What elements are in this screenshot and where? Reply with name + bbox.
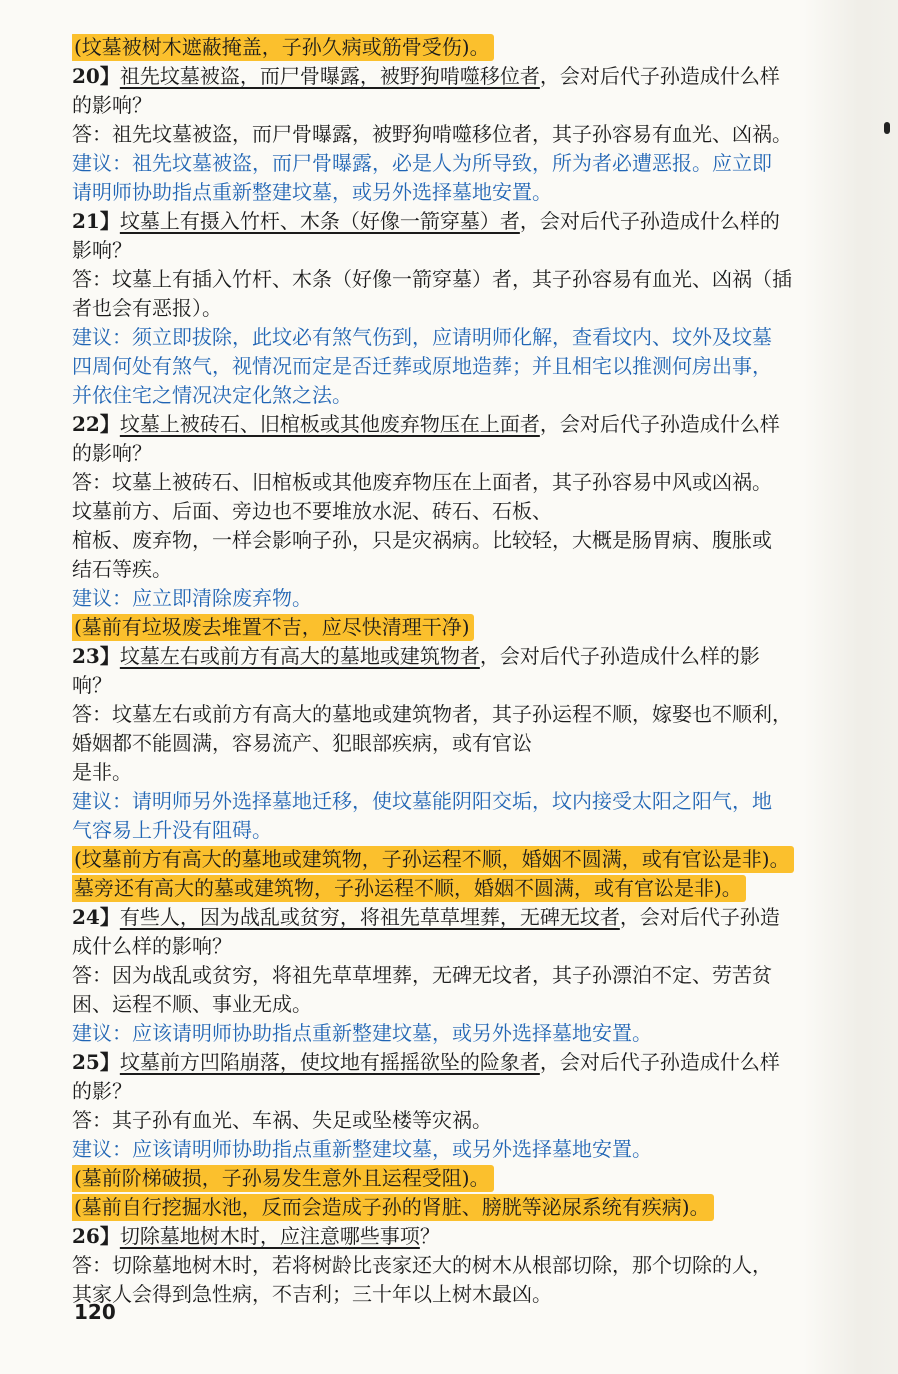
question-number: 24】	[72, 905, 120, 929]
text-line: 影响？	[72, 238, 132, 262]
text-line: 答：祖先坟墓被盗，而尸骨曝露，被野狗啃噬移位者，其子孙容易有血光、凶祸。	[72, 122, 792, 146]
text-line: 婚姻都不能圆满，容易流产、犯眼部疾病，或有官讼	[72, 731, 532, 755]
question-line	[72, 903, 824, 932]
text-line: 答：坟墓左右或前方有高大的墓地或建筑物者，其子孙运程不顺，嫁娶也不顺利，	[72, 702, 792, 726]
text-line: 的影响？	[72, 93, 152, 117]
highlighted-note	[72, 33, 824, 62]
text-line: 成什么样的影响？	[72, 934, 232, 958]
question-rest: ，会对后代子孙造成什么样的	[519, 209, 780, 233]
question-rest: ，会对后代子孙造成什么样	[539, 412, 780, 436]
text-line: 答：其子孙有血光、车祸、失足或坠楼等灾祸。	[72, 1108, 492, 1132]
text-line: 答：切除墓地树木时，若将树龄比丧家还大的树木从根部切除，那个切除的人，	[72, 1253, 772, 1277]
question-title: 坟墓上被砖石、旧棺板或其他废弃物压在上面者	[119, 412, 540, 436]
question-number: 23】	[72, 644, 120, 668]
question-number: 20】	[72, 64, 120, 88]
page-content	[72, 33, 824, 1309]
advice-line: 四周何处有煞气，视情况而定是否迁葬或原地造葬；并且相宅以推测何房出事，	[72, 354, 772, 378]
highlight-text: 墓旁还有高大的墓或建筑物，子孙运程不顺，婚姻不圆满，或有官讼是非)。	[72, 875, 746, 902]
question-rest: ，会对后代子孙造成什么样	[539, 64, 780, 88]
question-rest: ，会对后代子孙造	[619, 905, 780, 929]
highlight-text: (墓前阶梯破损，子孙易发生意外且运程受阻)。	[72, 1165, 494, 1192]
question-title: 切除墓地树木时，应注意哪些事项	[119, 1224, 420, 1248]
advice-line: 建议：请明师另外选择墓地迁移，使坟墓能阴阳交垢，坟内接受太阳之阳气，地	[72, 789, 772, 813]
highlighted-note	[72, 1164, 824, 1193]
question-title: 有些人，因为战乱或贫穷，将祖先草草埋葬，无碑无坟者	[119, 905, 620, 929]
question-title: 坟墓上有摄入竹杆、木条（好像一箭穿墓）者	[119, 209, 520, 233]
text-line: 是非。	[72, 760, 132, 784]
question-line	[72, 642, 824, 671]
question-line	[72, 1222, 824, 1251]
text-line: 答：坟墓上被砖石、旧棺板或其他废弃物压在上面者，其子孙容易中风或凶祸。	[72, 470, 772, 494]
text-line: 坟墓前方、后面、旁边也不要堆放水泥、砖石、石板、	[72, 499, 552, 523]
question-rest: ，会对后代子孙造成什么样	[539, 1050, 780, 1074]
question-line	[72, 1048, 824, 1077]
highlight-text: (墓前有垃圾废去堆置不吉，应尽快清理干净)	[72, 614, 474, 641]
advice-line: 建议：祖先坟墓被盗，而尸骨曝露，必是人为所导致，所为者必遭恶报。应立即	[72, 151, 772, 175]
edge-mark	[884, 122, 890, 134]
highlighted-note	[72, 845, 824, 874]
highlighted-note	[72, 613, 824, 642]
question-line	[72, 410, 824, 439]
highlight-text: (墓前自行挖掘水池，反而会造成子孙的肾脏、膀胱等泌尿系统有疾病)。	[72, 1194, 714, 1221]
advice-line: 建议：应立即清除废弃物。	[72, 586, 312, 610]
question-title: 祖先坟墓被盗，而尸骨曝露，被野狗啃噬移位者	[119, 64, 540, 88]
text-line: 响？	[72, 673, 112, 697]
question-rest: ？	[419, 1224, 440, 1248]
text-line: 者也会有恶报）。	[72, 296, 222, 320]
question-number: 21】	[72, 209, 120, 233]
question-number: 22】	[72, 412, 120, 436]
text-line: 其家人会得到急性病，不吉利；三十年以上树木最凶。	[72, 1282, 552, 1306]
text-line: 的影响？	[72, 441, 152, 465]
advice-line: 气容易上升没有阻碍。	[72, 818, 272, 842]
highlight-text: (坟墓前方有高大的墓地或建筑物，子孙运程不顺，婚姻不圆满，或有官讼是非)。	[72, 846, 794, 873]
text-line: 棺板、废弃物，一样会影响子孙，只是灾祸病。比较轻，大概是肠胃病、腹胀或	[72, 528, 772, 552]
question-title: 坟墓左右或前方有高大的墓地或建筑物者	[119, 644, 480, 668]
advice-line: 请明师协助指点重新整建坟墓，或另外选择墓地安置。	[72, 180, 552, 204]
question-line	[72, 62, 824, 91]
question-title: 坟墓前方凹陷崩落，使坟地有摇摇欲坠的险象者	[119, 1050, 540, 1074]
highlighted-note	[72, 1193, 824, 1222]
text-line: 的影？	[72, 1079, 132, 1103]
text-line: 答：坟墓上有插入竹杆、木条（好像一箭穿墓）者，其子孙容易有血光、凶祸（插	[72, 267, 792, 291]
advice-line: 建议：应该请明师协助指点重新整建坟墓，或另外选择墓地安置。	[72, 1137, 652, 1161]
advice-line: 建议：应该请明师协助指点重新整建坟墓，或另外选择墓地安置。	[72, 1021, 652, 1045]
text-line: 结石等疾。	[72, 557, 172, 581]
text-line: 困、运程不顺、事业无成。	[72, 992, 312, 1016]
advice-line: 并依住宅之情况决定化煞之法。	[72, 383, 352, 407]
question-line	[72, 207, 824, 236]
question-number: 26】	[72, 1224, 120, 1248]
text-line: 答：因为战乱或贫穷，将祖先草草埋葬，无碑无坟者，其子孙漂泊不定、劳苦贫	[72, 963, 772, 987]
question-rest: ，会对后代子孙造成什么样的影	[479, 644, 760, 668]
question-number: 25】	[72, 1050, 120, 1074]
advice-line: 建议：须立即拔除，此坟必有煞气伤到，应请明师化解，查看坟内、坟外及坟墓	[72, 325, 772, 349]
highlighted-note	[72, 874, 824, 903]
highlight-text: (坟墓被树木遮蔽掩盖，子孙久病或筋骨受伤)。	[72, 34, 494, 61]
page-number: 120	[74, 1300, 116, 1324]
